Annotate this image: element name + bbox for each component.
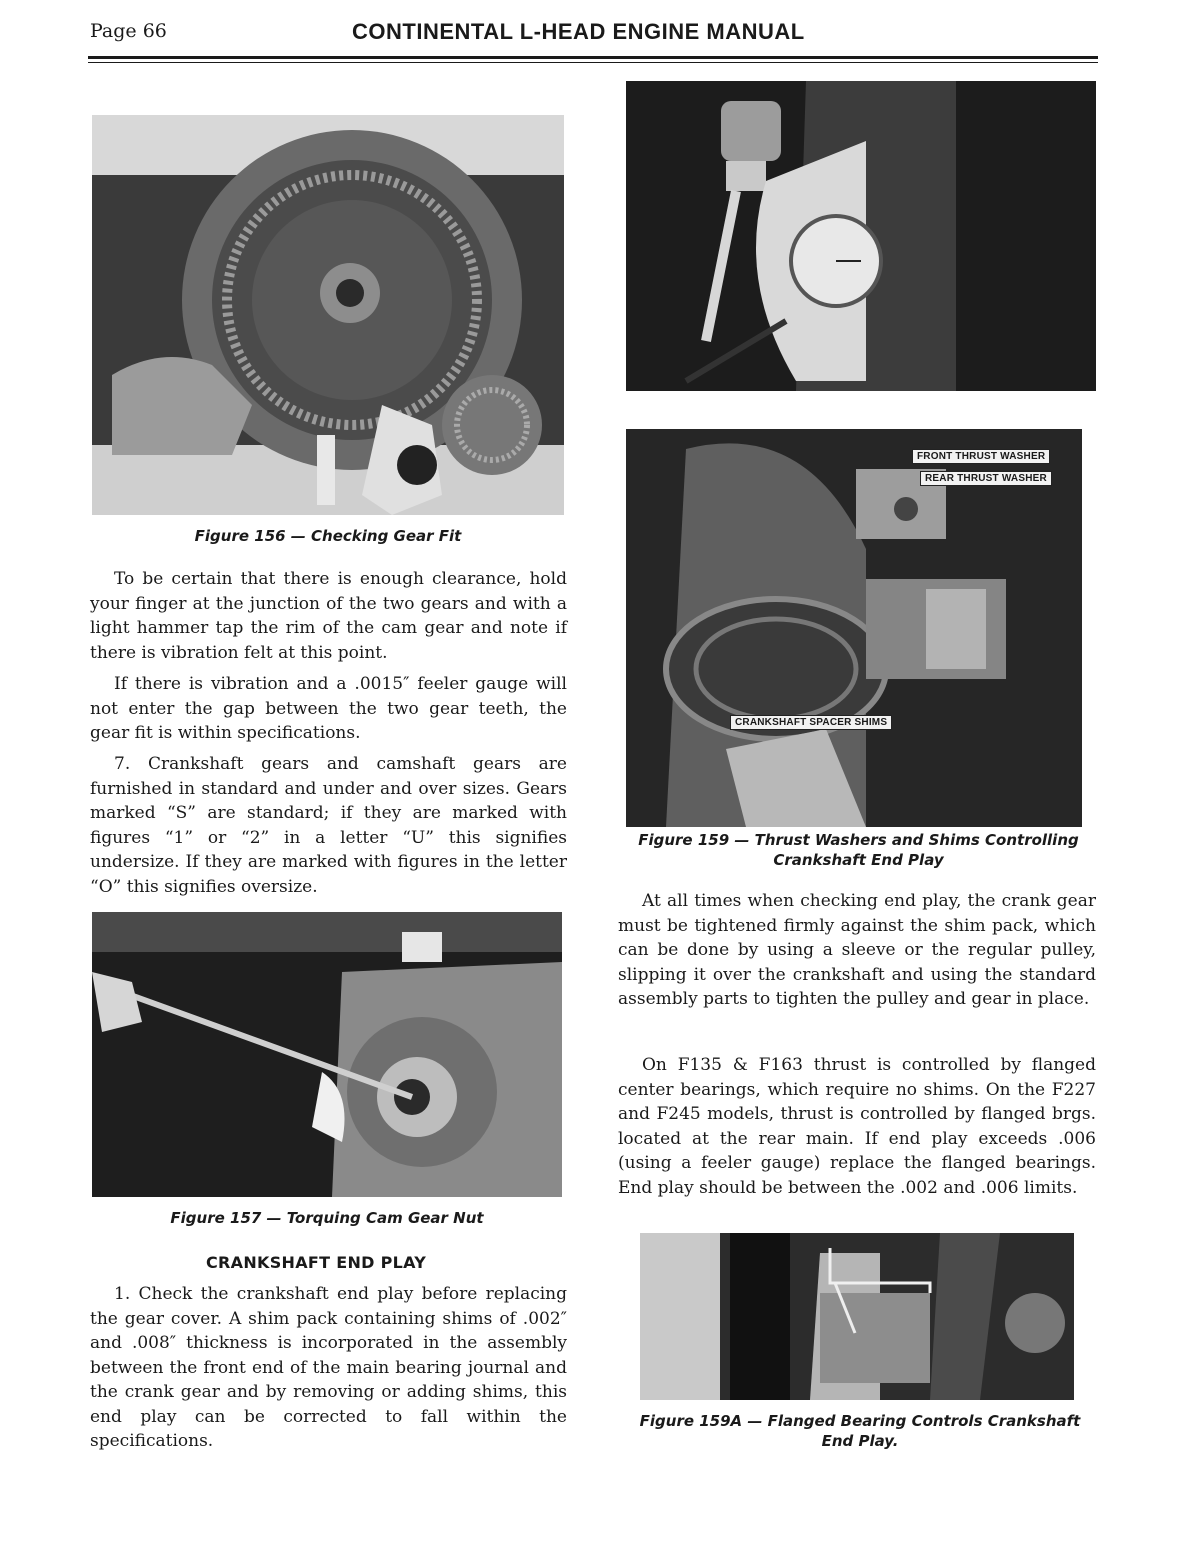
label-rear-thrust-washer: REAR THRUST WASHER — [920, 471, 1052, 486]
label-crankshaft-spacer-shims: CRANKSHAFT SPACER SHIMS — [730, 715, 892, 730]
left-paragraph-2: If there is vibration and a .0015″ feeler gauge will not enter the gap between the two gear teeth, the gear fit is within specifications. — [90, 674, 567, 743]
page-number: Page 66 — [90, 20, 167, 42]
figure-157-caption: Figure 157 — Torquing Cam Gear Nut — [170, 1209, 484, 1227]
manual-title: CONTINENTAL L-HEAD ENGINE MANUAL — [352, 19, 805, 44]
figure-159a-photo — [640, 1233, 1074, 1400]
figure-159-photo — [626, 429, 1082, 827]
label-front-thrust-washer: FRONT THRUST WASHER — [912, 449, 1050, 464]
figure-156-caption: Figure 156 — Checking Gear Fit — [194, 527, 462, 545]
header-rule-thin — [88, 62, 1098, 63]
figure-159-caption-line-2: Crankshaft End Play — [773, 851, 944, 869]
right-paragraph-1: At all times when checking end play, the crank gear must be tightened firmly against the shim pack, which can be done by using a sleeve or the regular pulley, slipping it over the crankshaft and using the standard assembly parts to tighten the pulley and gear in place. — [618, 891, 1096, 1009]
figure-157-photo — [92, 912, 562, 1197]
header-rule-thick — [88, 56, 1098, 59]
left-paragraph-4: 1. Check the crankshaft end play before replacing the gear cover. A shim pack containing shims of .002″ and .008″ thickness is incorporated in the assembly between the front end of the main bearing journal and the crank gear and by removing or adding shims, this end play can be corrected to fall within the specifications. — [90, 1284, 567, 1451]
figure-159a-caption-line-2: End Play. — [821, 1432, 899, 1450]
left-paragraph-3: 7. Crankshaft gears and camshaft gears are furnished in standard and under and over sizes. Gears marked “S” are standard; if they are marked with figures “1” or “2” in a letter “U” this signifies undersize. If they are marked with figures in the letter “O” this signifies oversize. — [90, 754, 567, 897]
figure-159a-caption-line-1: Figure 159A — Flanged Bearing Controls Crankshaft — [639, 1412, 1081, 1430]
right-paragraph-2: On F135 & F163 thrust is controlled by flanged center bearings, which require no shims. On the F227 and F245 models, thrust is controlled by flanged brgs. located at the rear main. If end play exceeds .006 (using a feeler gauge) replace the flanged bearings. End play should be between the .002 and .006 limits. — [618, 1055, 1096, 1198]
section-heading-crankshaft-end-play: CRANKSHAFT END PLAY — [206, 1253, 427, 1272]
figure-159-caption-line-1: Figure 159 — Thrust Washers and Shims Controlling — [638, 831, 1079, 849]
figure-158-photo — [626, 81, 1096, 391]
left-paragraph-1: To be certain that there is enough clearance, hold your finger at the junction of the two gears and with a light hammer tap the rim of the cam gear and note if there is vibration felt at this point. — [90, 569, 567, 663]
figure-156-photo — [92, 115, 564, 515]
